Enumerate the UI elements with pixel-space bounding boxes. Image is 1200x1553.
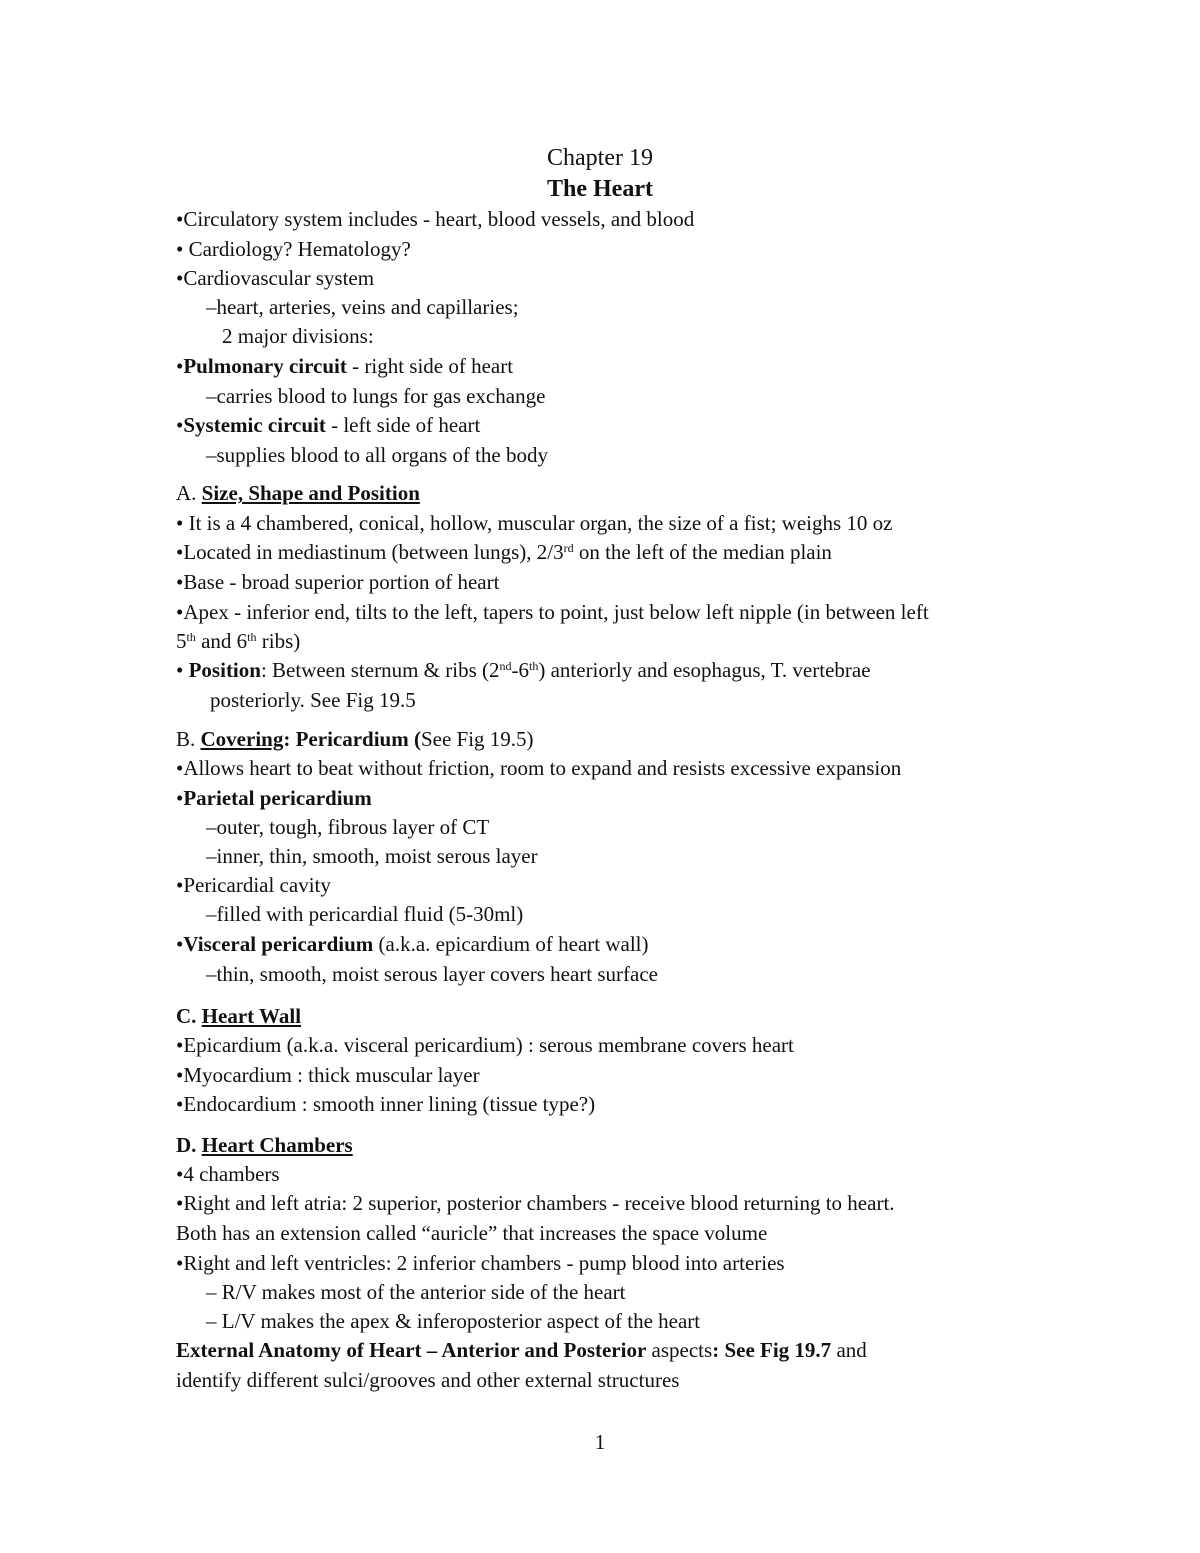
- page-title: The Heart: [547, 176, 653, 202]
- intro-line-5: 2 major divisions:: [222, 324, 374, 348]
- section-a-line-2: •Located in mediastinum (between lungs), 2/3rd on the left of the median plain: [176, 540, 832, 564]
- intro-line-3: •Cardiovascular system: [176, 266, 375, 290]
- intro-line-4: –heart, arteries, veins and capillaries;: [206, 295, 519, 319]
- section-d-line-8: identify different sulci/grooves and other external structures: [176, 1368, 680, 1392]
- section-b-line-6: –filled with pericardial fluid (5-30ml): [206, 902, 524, 926]
- section-d-line-4: •Right and left ventricles: 2 inferior chambers - pump blood into arteries: [176, 1251, 785, 1275]
- section-b-line-3: –outer, tough, fibrous layer of CT: [206, 815, 490, 839]
- section-a-line-4: •Apex - inferior end, tilts to the left, tapers to point, just below left nipple (in between left: [176, 600, 929, 624]
- section-d-line-3: Both has an extension called “auricle” that increases the space volume: [176, 1221, 768, 1245]
- section-b-line-8: –thin, smooth, moist serous layer covers heart surface: [206, 962, 658, 986]
- section-d-line-2: •Right and left atria: 2 superior, posterior chambers - receive blood returning to heart.: [176, 1191, 895, 1215]
- section-b-heading: B. Covering: Pericardium (See Fig 19.5): [176, 727, 534, 751]
- intro-line-7: –carries blood to lungs for gas exchange: [206, 384, 546, 408]
- section-d-line-5: – R/V makes most of the anterior side of the heart: [206, 1280, 626, 1304]
- section-b-line-1: •Allows heart to beat without friction, room to expand and resists excessive expansion: [176, 756, 902, 780]
- section-a-heading: A. Size, Shape and Position: [176, 481, 420, 505]
- section-c-heading: C. Heart Wall: [176, 1004, 302, 1028]
- intro-line-9: –supplies blood to all organs of the body: [206, 443, 548, 467]
- section-a-position-line: • Position: Between sternum & ribs (2nd-6th) anteriorly and esophagus, T. vertebrae: [176, 658, 871, 682]
- systemic-circuit-line: •Systemic circuit - left side of heart: [176, 413, 481, 437]
- section-a-line-5: 5th and 6th ribs): [176, 629, 301, 653]
- section-b-line-5: •Pericardial cavity: [176, 873, 331, 897]
- intro-line-2: • Cardiology? Hematology?: [176, 237, 411, 261]
- section-c-line-1: •Epicardium (a.k.a. visceral pericardium) : serous membrane covers heart: [176, 1033, 794, 1057]
- section-c-line-3: •Endocardium : smooth inner lining (tissue type?): [176, 1092, 596, 1116]
- pulmonary-circuit-line: •Pulmonary circuit - right side of heart: [176, 354, 514, 378]
- section-b-line-4: –inner, thin, smooth, moist serous layer: [206, 844, 538, 868]
- section-a-line-3: •Base - broad superior portion of heart: [176, 570, 500, 594]
- visceral-pericardium-line: •Visceral pericardium (a.k.a. epicardium of heart wall): [176, 932, 649, 956]
- section-d-heading: D. Heart Chambers: [176, 1133, 353, 1157]
- page-number: 1: [594, 1430, 606, 1454]
- external-anatomy-line: External Anatomy of Heart – Anterior and Posterior aspects: See Fig 19.7 and: [176, 1338, 867, 1362]
- section-a-line-7: posteriorly. See Fig 19.5: [210, 688, 416, 712]
- section-d-line-1: •4 chambers: [176, 1162, 280, 1186]
- section-c-line-2: •Myocardium : thick muscular layer: [176, 1063, 480, 1087]
- intro-line-1: •Circulatory system includes - heart, blood vessels, and blood: [176, 207, 695, 231]
- parietal-pericardium-line: •Parietal pericardium: [176, 786, 372, 810]
- chapter-title: Chapter 19: [547, 145, 653, 171]
- section-d-line-6: – L/V makes the apex & inferoposterior aspect of the heart: [206, 1309, 701, 1333]
- section-a-line-1: • It is a 4 chambered, conical, hollow, muscular organ, the size of a fist; weighs 10 oz: [176, 511, 893, 535]
